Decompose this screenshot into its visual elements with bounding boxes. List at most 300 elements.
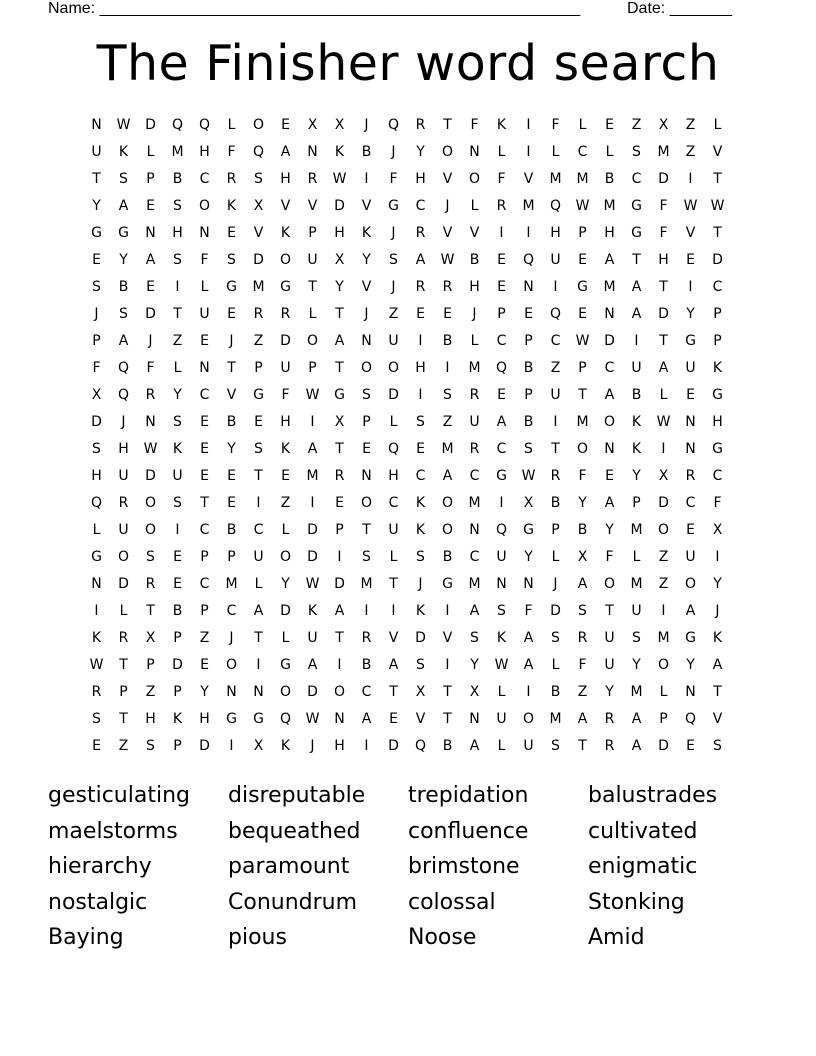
grid-letter: P (578, 360, 587, 376)
grid-letter: P (146, 657, 155, 673)
grid-letter: S (551, 630, 560, 646)
grid-letter: O (522, 711, 535, 727)
grid-letter: N (496, 576, 507, 592)
grid-letter: Y (335, 279, 344, 295)
grid-letter: E (173, 549, 182, 565)
grid-letter: C (199, 171, 210, 187)
grid-letter: W (440, 252, 455, 268)
grid-letter: C (415, 198, 426, 214)
grid-row (83, 112, 731, 139)
grid-letter: U (118, 468, 129, 484)
grid-letter: C (712, 468, 723, 484)
grid-letter: D (712, 252, 723, 268)
grid-letter: N (199, 225, 210, 241)
grid-letter: I (553, 414, 558, 430)
grid-letter: D (415, 630, 426, 646)
grid-letter: S (416, 414, 425, 430)
grid-letter: O (603, 576, 616, 592)
grid-letter: T (254, 468, 263, 484)
grid-letter: W (143, 441, 158, 457)
grid-letter: X (253, 198, 264, 214)
grid-letter: L (497, 684, 506, 700)
grid-row (83, 625, 731, 652)
grid-letter: R (145, 387, 156, 403)
grid-letter: L (659, 387, 668, 403)
grid-letter: I (688, 171, 693, 187)
grid-letter: A (253, 603, 264, 619)
grid-letter: J (364, 117, 369, 133)
grid-letter: U (604, 630, 615, 646)
grid-letter: K (361, 225, 372, 241)
grid-letter: Q (495, 360, 508, 376)
grid-letter: E (227, 225, 236, 241)
grid-letter: F (92, 360, 101, 376)
grid-letter: H (604, 225, 615, 241)
grid-row (83, 139, 731, 166)
grid-letter: M (360, 576, 373, 592)
grid-letter: Q (522, 252, 535, 268)
grid-letter: N (469, 522, 480, 538)
grid-letter: E (686, 738, 695, 754)
grid-letter: X (415, 684, 426, 700)
grid-letter: L (605, 144, 614, 160)
grid-letter: P (335, 522, 344, 538)
grid-letter: Y (470, 657, 479, 673)
grid-letter: A (604, 387, 615, 403)
grid-letter: S (551, 738, 560, 754)
grid-letter: K (118, 144, 129, 160)
grid-letter: M (468, 495, 481, 511)
grid-letter: S (254, 441, 263, 457)
grid-letter: F (497, 171, 506, 187)
grid-letter: J (391, 225, 396, 241)
grid-letter: F (389, 171, 398, 187)
word-list-item: trepidation (408, 783, 529, 808)
grid-letter: O (333, 684, 346, 700)
grid-letter: C (712, 279, 723, 295)
grid-letter: T (713, 171, 722, 187)
grid-letter: L (578, 117, 587, 133)
grid-letter: L (173, 360, 182, 376)
grid-letter: N (523, 279, 534, 295)
grid-letter: P (632, 495, 641, 511)
grid-letter: U (118, 522, 129, 538)
grid-letter: A (307, 657, 318, 673)
grid-letter: A (658, 360, 669, 376)
grid-letter: D (145, 117, 156, 133)
grid-letter: U (496, 549, 507, 565)
grid-letter: P (173, 738, 182, 754)
grid-letter: P (713, 333, 722, 349)
grid-letter: B (442, 738, 453, 754)
grid-letter: M (468, 576, 481, 592)
grid-letter: L (551, 144, 560, 160)
grid-letter: O (279, 684, 292, 700)
grid-letter: E (227, 468, 236, 484)
grid-letter: S (146, 549, 155, 565)
grid-letter: E (254, 414, 263, 430)
grid-letter: J (121, 414, 126, 430)
grid-letter: J (310, 738, 315, 754)
grid-letter: O (198, 198, 211, 214)
grid-letter: A (361, 711, 372, 727)
grid-letter: M (576, 171, 589, 187)
grid-letter: K (280, 225, 291, 241)
grid-letter: E (389, 711, 398, 727)
grid-letter: V (442, 171, 453, 187)
name-field-line: Name: ______________________________________________________ (48, 0, 581, 17)
grid-letter: I (499, 495, 504, 511)
grid-letter: V (685, 225, 696, 241)
grid-letter: I (175, 279, 180, 295)
grid-letter: B (118, 279, 129, 295)
grid-row (83, 409, 731, 436)
grid-letter: C (577, 144, 588, 160)
grid-letter: D (253, 252, 264, 268)
grid-letter: M (603, 198, 616, 214)
grid-letter: O (225, 657, 238, 673)
grid-letter: A (604, 252, 615, 268)
grid-letter: T (308, 279, 317, 295)
grid-letter: T (173, 306, 182, 322)
word-list-item: confluence (408, 818, 529, 844)
grid-letter: H (469, 279, 480, 295)
grid-letter: H (91, 468, 102, 484)
grid-letter: E (227, 306, 236, 322)
grid-letter: E (686, 387, 695, 403)
grid-letter: I (94, 603, 99, 619)
grid-letter: T (254, 630, 263, 646)
grid-letter: C (550, 333, 561, 349)
grid-letter: L (308, 306, 317, 322)
grid-letter: U (550, 252, 561, 268)
grid-letter: I (526, 144, 531, 160)
grid-letter: G (226, 711, 237, 727)
grid-letter: C (631, 171, 642, 187)
grid-letter: X (334, 414, 345, 430)
grid-letter: O (387, 360, 400, 376)
grid-letter: S (416, 657, 425, 673)
grid-letter: X (334, 117, 345, 133)
grid-letter: E (578, 306, 587, 322)
grid-letter: N (361, 333, 372, 349)
grid-letter: Z (280, 495, 291, 511)
grid-letter: O (468, 171, 481, 187)
grid-letter: F (578, 657, 587, 673)
grid-letter: T (146, 603, 155, 619)
grid-letter: A (145, 252, 156, 268)
grid-letter: E (335, 495, 344, 511)
grid-letter: L (632, 549, 641, 565)
grid-letter: Y (416, 144, 425, 160)
grid-letter: S (119, 306, 128, 322)
grid-letter: Q (549, 306, 562, 322)
grid-letter: P (362, 414, 371, 430)
grid-letter: K (334, 144, 345, 160)
grid-letter: L (551, 549, 560, 565)
grid-letter: M (576, 414, 589, 430)
grid-letter: W (305, 576, 320, 592)
grid-letter: P (308, 225, 317, 241)
grid-letter: U (199, 306, 210, 322)
grid-letter: Y (686, 657, 695, 673)
grid-letter: G (226, 279, 237, 295)
date-field-line: Date: _______ (627, 0, 732, 17)
grid-letter: D (145, 306, 156, 322)
grid-letter: X (712, 522, 723, 538)
grid-letter: S (578, 603, 587, 619)
grid-letter: S (362, 387, 371, 403)
grid-letter: P (497, 306, 506, 322)
grid-letter: G (712, 387, 723, 403)
grid-letter: I (445, 657, 450, 673)
grid-letter: W (305, 387, 320, 403)
grid-letter: D (658, 738, 669, 754)
grid-letter: C (415, 468, 426, 484)
grid-letter: C (361, 684, 372, 700)
grid-letter: M (657, 630, 670, 646)
grid-letter: L (227, 117, 236, 133)
grid-letter: P (200, 549, 209, 565)
grid-letter: V (469, 225, 480, 241)
grid-letter: O (684, 576, 697, 592)
grid-letter: X (145, 630, 156, 646)
grid-letter: N (523, 576, 534, 592)
grid-letter: B (172, 603, 183, 619)
grid-letter: D (658, 495, 669, 511)
grid-letter: Z (658, 576, 669, 592)
grid-letter: F (551, 117, 560, 133)
grid-letter: W (116, 117, 131, 133)
grid-letter: G (91, 549, 102, 565)
grid-letter: Y (632, 468, 641, 484)
grid-letter: L (713, 117, 722, 133)
grid-letter: K (496, 117, 507, 133)
grid-letter: E (416, 441, 425, 457)
grid-letter: P (551, 522, 560, 538)
grid-letter: H (199, 144, 210, 160)
grid-letter: A (685, 603, 696, 619)
grid-letter: B (523, 414, 534, 430)
grid-letter: J (472, 306, 477, 322)
grid-letter: F (659, 225, 668, 241)
grid-letter: S (389, 252, 398, 268)
grid-letter: O (117, 549, 130, 565)
grid-letter: E (146, 279, 155, 295)
grid-letter: L (497, 144, 506, 160)
grid-letter: M (441, 441, 454, 457)
grid-row (83, 274, 731, 301)
page-title: The Finisher word search (96, 35, 720, 92)
grid-letter: Z (118, 738, 129, 754)
grid-letter: R (145, 576, 156, 592)
grid-letter: I (418, 387, 423, 403)
grid-letter: A (577, 576, 588, 592)
grid-letter: R (469, 441, 480, 457)
grid-letter: O (603, 414, 616, 430)
grid-row (83, 463, 731, 490)
grid-letter: A (388, 657, 399, 673)
grid-row (83, 193, 731, 220)
grid-letter: D (334, 198, 345, 214)
grid-letter: K (415, 522, 426, 538)
grid-letter: I (337, 657, 342, 673)
grid-letter: K (280, 738, 291, 754)
grid-letter: X (658, 468, 669, 484)
grid-letter: A (604, 495, 615, 511)
grid-letter: C (496, 333, 507, 349)
grid-letter: Z (172, 333, 183, 349)
grid-letter: W (89, 657, 104, 673)
grid-letter: D (172, 657, 183, 673)
grid-letter: Z (145, 684, 156, 700)
word-list-item: enigmatic (588, 854, 698, 879)
grid-letter: U (604, 657, 615, 673)
grid-letter: Q (414, 738, 427, 754)
word-list-item: cultivated (588, 818, 698, 844)
grid-letter: I (634, 333, 639, 349)
grid-letter: V (280, 198, 291, 214)
grid-letter: R (415, 225, 426, 241)
letter-grid (83, 112, 731, 760)
grid-letter: N (361, 468, 372, 484)
grid-letter: M (657, 144, 670, 160)
grid-letter: C (685, 495, 696, 511)
word-list-item: balustrades (588, 783, 718, 808)
grid-letter: Z (550, 360, 561, 376)
grid-letter: Z (253, 333, 264, 349)
grid-letter: U (172, 468, 183, 484)
grid-letter: M (630, 522, 643, 538)
grid-letter: O (441, 144, 454, 160)
grid-letter: I (661, 603, 666, 619)
grid-letter: P (578, 225, 587, 241)
grid-letter: V (361, 198, 372, 214)
grid-letter: G (712, 441, 723, 457)
grid-letter: D (145, 468, 156, 484)
grid-letter: H (280, 171, 291, 187)
grid-letter: D (550, 603, 561, 619)
grid-letter: S (362, 549, 371, 565)
grid-letter: P (173, 630, 182, 646)
grid-row (83, 544, 731, 571)
grid-row (83, 220, 731, 247)
grid-letter: R (307, 171, 318, 187)
grid-letter: F (146, 360, 155, 376)
grid-letter: V (523, 171, 534, 187)
grid-letter: W (332, 171, 347, 187)
grid-letter: E (578, 252, 587, 268)
grid-row (83, 652, 731, 679)
grid-letter: F (200, 252, 209, 268)
grid-letter: U (91, 144, 102, 160)
grid-letter: A (280, 144, 291, 160)
grid-letter: Y (200, 684, 209, 700)
grid-letter: I (418, 333, 423, 349)
grid-letter: B (361, 144, 372, 160)
grid-letter: S (173, 414, 182, 430)
grid-letter: O (306, 333, 319, 349)
word-list-item: paramount (228, 854, 350, 879)
grid-letter: Z (631, 117, 642, 133)
grid-letter: C (469, 549, 480, 565)
grid-letter: P (227, 549, 236, 565)
grid-letter: F (605, 549, 614, 565)
grid-letter: G (253, 387, 264, 403)
grid-letter: I (526, 684, 531, 700)
grid-letter: Y (362, 252, 371, 268)
word-list-item: colossal (408, 889, 496, 915)
grid-letter: U (550, 387, 561, 403)
grid-letter: K (172, 711, 183, 727)
grid-letter: O (441, 495, 454, 511)
grid-letter: N (685, 441, 696, 457)
grid-letter: R (469, 387, 480, 403)
grid-letter: E (605, 468, 614, 484)
grid-letter: D (118, 576, 129, 592)
grid-letter: C (199, 387, 210, 403)
grid-letter: S (92, 441, 101, 457)
grid-letter: I (364, 603, 369, 619)
grid-letter: E (281, 117, 290, 133)
grid-letter: S (470, 630, 479, 646)
grid-letter: T (443, 711, 452, 727)
grid-letter: X (469, 684, 480, 700)
grid-letter: P (173, 684, 182, 700)
grid-letter: S (119, 171, 128, 187)
grid-letter: T (335, 360, 344, 376)
grid-letter: X (307, 117, 318, 133)
grid-letter: Q (684, 711, 697, 727)
grid-letter: K (172, 441, 183, 457)
grid-letter: T (578, 387, 587, 403)
grid-letter: L (470, 333, 479, 349)
grid-letter: J (229, 630, 234, 646)
grid-letter: Y (173, 387, 182, 403)
grid-letter: E (227, 495, 236, 511)
grid-letter: Y (713, 576, 722, 592)
grid-letter: N (334, 711, 345, 727)
grid-letter: K (91, 630, 102, 646)
grid-letter: X (577, 549, 588, 565)
grid-letter: U (253, 549, 264, 565)
grid-letter: R (415, 279, 426, 295)
grid-letter: A (118, 198, 129, 214)
grid-row (83, 166, 731, 193)
grid-letter: K (226, 198, 237, 214)
grid-letter: S (227, 252, 236, 268)
grid-letter: D (280, 333, 291, 349)
grid-letter: Y (686, 306, 695, 322)
grid-letter: E (281, 468, 290, 484)
grid-letter: P (254, 360, 263, 376)
grid-letter: Q (198, 117, 211, 133)
grid-letter: X (334, 252, 345, 268)
grid-letter: B (442, 333, 453, 349)
grid-letter: S (173, 252, 182, 268)
grid-letter: E (686, 522, 695, 538)
grid-letter: E (416, 306, 425, 322)
grid-letter: Q (549, 198, 562, 214)
grid-letter: D (388, 387, 399, 403)
grid-letter: H (199, 711, 210, 727)
grid-letter: D (604, 333, 615, 349)
grid-letter: V (253, 225, 264, 241)
grid-letter: O (657, 522, 670, 538)
grid-letter: L (200, 279, 209, 295)
grid-letter: B (604, 171, 615, 187)
grid-letter: N (199, 360, 210, 376)
